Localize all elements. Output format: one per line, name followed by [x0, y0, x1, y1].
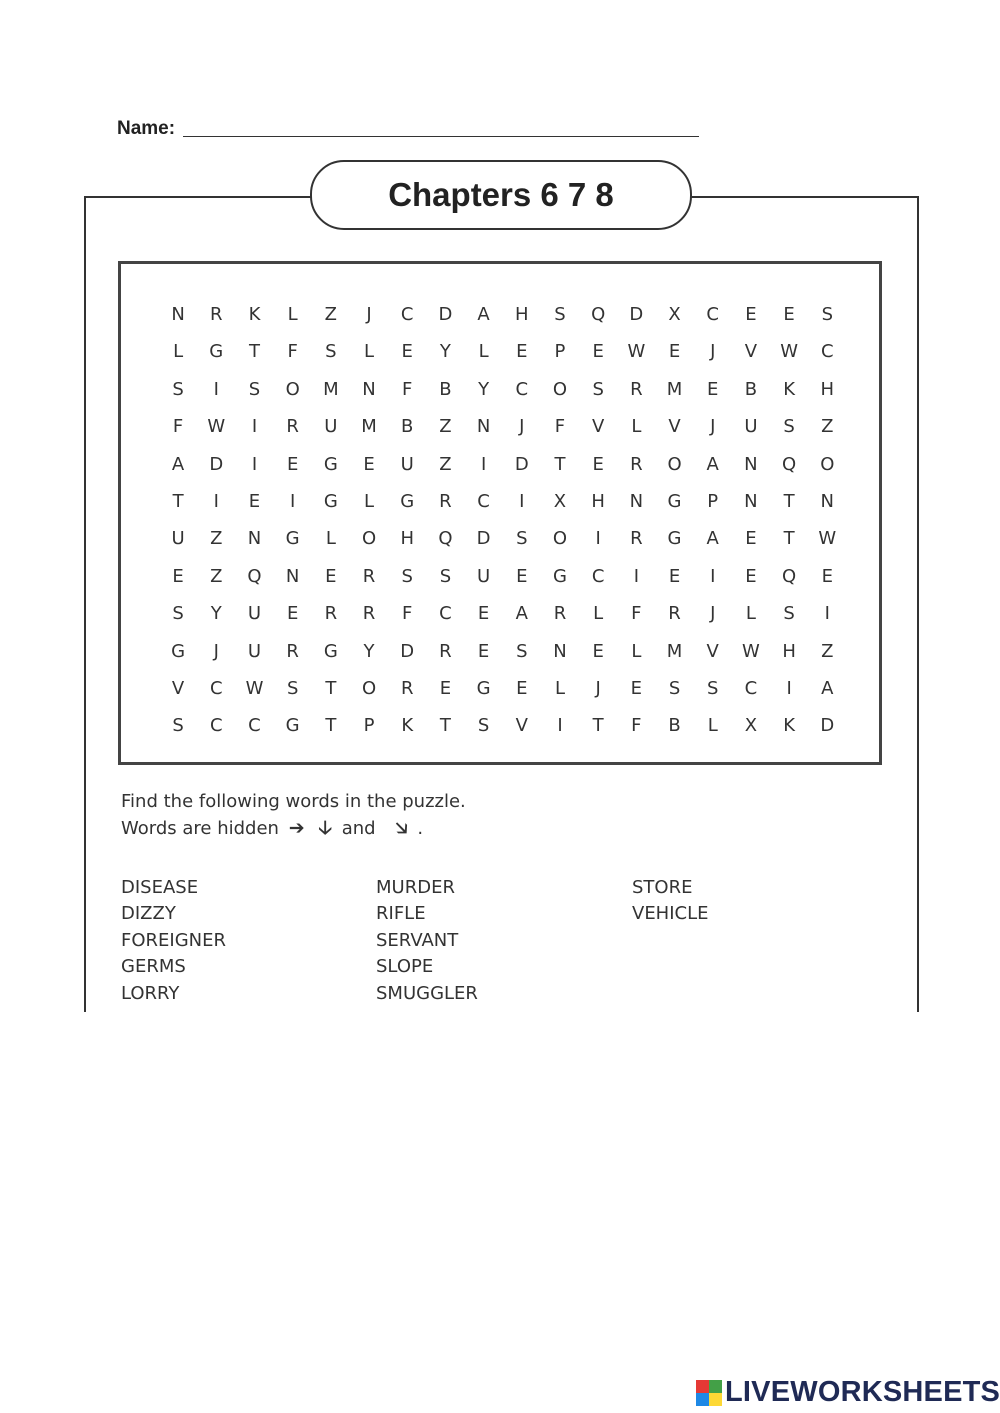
grid-letter[interactable]: Q [591, 304, 606, 325]
grid-letter[interactable]: R [630, 453, 643, 475]
grid-letter[interactable]: E [286, 603, 299, 625]
grid-letter[interactable]: C [400, 304, 414, 325]
grid-letter[interactable]: G [285, 528, 300, 550]
grid-letter[interactable]: H [515, 304, 529, 325]
grid-letter[interactable]: R [439, 490, 452, 512]
grid-letter[interactable]: U [744, 416, 758, 438]
instruction-and: and [341, 818, 376, 839]
grid-letter[interactable]: R [400, 677, 414, 699]
grid-letter[interactable]: X [668, 304, 681, 325]
instructions [121, 789, 466, 842]
grid-letter[interactable]: C [515, 378, 529, 400]
grid-letter[interactable]: E [821, 565, 833, 587]
grid-letter[interactable]: W [207, 416, 226, 438]
grid-letter[interactable]: K [401, 715, 414, 737]
grid-letter[interactable]: L [478, 341, 489, 363]
grid-letter[interactable]: D [476, 528, 491, 550]
grid-letter[interactable]: G [400, 490, 415, 512]
grid-letter[interactable]: C [477, 490, 490, 512]
word-list-item: SMUGGLER [376, 982, 478, 1004]
grid-letter[interactable]: Q [438, 528, 453, 550]
grid-letter[interactable]: S [592, 378, 604, 400]
grid-letter[interactable]: S [707, 677, 719, 699]
grid-letter[interactable]: U [247, 640, 262, 662]
grid-letter[interactable]: P [707, 490, 719, 512]
grid-letter[interactable]: T [554, 453, 566, 475]
grid-letter[interactable]: J [710, 341, 716, 363]
grid-letter[interactable]: S [172, 715, 184, 737]
grid-letter[interactable]: U [171, 528, 185, 550]
grid-letter[interactable]: F [172, 416, 184, 438]
grid-letter[interactable]: G [667, 528, 682, 550]
grid-letter[interactable]: I [786, 677, 792, 699]
grid-letter[interactable]: R [286, 640, 299, 662]
grid-letter[interactable]: U [324, 416, 338, 438]
grid-letter[interactable]: E [592, 341, 604, 363]
grid-letter[interactable]: J [595, 677, 601, 699]
grid-letter[interactable]: B [439, 378, 452, 400]
grid-letter[interactable]: M [323, 378, 339, 400]
grid-letter[interactable]: G [323, 640, 338, 662]
grid-letter[interactable]: F [554, 416, 566, 438]
grid-letter[interactable]: G [209, 341, 224, 363]
grid-letter[interactable]: X [553, 490, 567, 512]
grid-letter[interactable]: L [631, 416, 642, 438]
grid-letter[interactable]: M [666, 640, 683, 662]
arrow-down-icon: 🡣 [318, 817, 332, 839]
grid-letter[interactable]: V [706, 640, 719, 662]
grid-letter[interactable]: W [245, 677, 264, 699]
word-list-item: SERVANT [376, 929, 459, 951]
grid-letter[interactable]: I [251, 416, 258, 438]
grid-letter[interactable]: T [172, 490, 184, 512]
grid-letter[interactable]: D [209, 453, 224, 475]
grid-letter[interactable]: K [248, 304, 261, 325]
grid-letter[interactable]: E [516, 565, 528, 587]
grid-letter[interactable]: A [477, 304, 490, 325]
grid-letter[interactable]: L [745, 603, 756, 625]
word-list-item: MURDER [376, 877, 455, 898]
grid-letter[interactable]: Y [210, 603, 222, 625]
grid-letter[interactable]: E [363, 453, 375, 475]
grid-letter[interactable]: O [667, 453, 682, 475]
liveworksheets-logo-icon [696, 1380, 722, 1406]
grid-letter[interactable]: T [783, 528, 795, 550]
grid-letter[interactable]: E [745, 304, 757, 325]
grid-letter[interactable]: T [783, 490, 795, 512]
grid-letter[interactable]: I [595, 528, 601, 550]
grid-letter[interactable]: Z [821, 416, 834, 438]
grid-letter[interactable]: E [172, 565, 184, 587]
grid-letter[interactable]: D [438, 304, 453, 325]
grid-letter[interactable]: V [668, 416, 681, 438]
grid-letter[interactable]: N [362, 378, 376, 400]
grid-letter[interactable]: R [362, 565, 376, 587]
grid-letter[interactable]: C [209, 677, 223, 699]
grid-letter[interactable]: F [402, 603, 413, 625]
grid-letter[interactable]: N [553, 640, 567, 662]
word-column [376, 875, 632, 1007]
page-title: Chapters 6 7 8 [388, 176, 614, 213]
grid-letter[interactable]: R [439, 640, 452, 662]
grid-letter[interactable]: R [553, 603, 567, 625]
grid-letter[interactable]: P [554, 341, 566, 363]
grid-letter[interactable]: C [744, 677, 758, 699]
grid-letter[interactable]: I [557, 715, 563, 737]
grid-letter[interactable]: U [400, 453, 414, 475]
grid-letter[interactable]: W [742, 640, 760, 662]
grid-letter[interactable]: W [818, 528, 837, 550]
grid-letter[interactable]: E [745, 565, 757, 587]
grid-letter[interactable]: G [667, 490, 682, 512]
grid-letter[interactable]: R [210, 304, 223, 325]
grid-letter[interactable]: B [744, 378, 758, 400]
instruction-line-1: Find the following words in the puzzle. [121, 791, 466, 812]
logo-square [696, 1380, 709, 1393]
grid-letter[interactable]: S [248, 378, 261, 400]
grid-letter[interactable]: B [668, 715, 681, 737]
grid-letter[interactable]: N [476, 416, 491, 438]
grid-letter[interactable]: J [366, 304, 372, 325]
grid-letter[interactable]: H [782, 640, 796, 662]
name-row [117, 118, 699, 140]
word-list-item: FOREIGNER [121, 929, 227, 951]
grid-letter[interactable]: G [171, 640, 186, 662]
grid-letter[interactable]: D [820, 715, 835, 737]
grid-letter[interactable]: U [477, 565, 491, 587]
grid-letter[interactable]: Y [363, 640, 375, 662]
grid-letter[interactable]: V [744, 341, 758, 363]
grid-letter[interactable]: E [286, 453, 299, 475]
grid-letter[interactable]: S [286, 677, 299, 699]
grid-letter[interactable]: I [710, 565, 716, 587]
grid-letter[interactable]: S [172, 603, 184, 625]
grid-letter[interactable]: N [744, 490, 758, 512]
grid-letter[interactable]: S [516, 528, 528, 550]
grid-letter[interactable]: S [783, 603, 795, 625]
name-label: Name: [117, 118, 176, 139]
grid-letter[interactable]: L [173, 341, 184, 363]
grid-letter[interactable]: O [361, 528, 377, 550]
grid-letter[interactable]: A [171, 453, 185, 475]
word-list-item: GERMS [121, 956, 186, 978]
grid-letter[interactable]: S [439, 565, 452, 587]
grid-letter[interactable]: I [480, 453, 487, 475]
grid-letter[interactable]: O [361, 677, 377, 699]
grid-letter[interactable]: S [783, 416, 795, 438]
word-search-box [118, 261, 882, 765]
grid-letter[interactable]: A [706, 453, 719, 475]
grid-letter[interactable]: C [706, 304, 719, 325]
grid-letter[interactable]: J [710, 603, 716, 625]
grid-letter[interactable]: W [627, 341, 646, 363]
logo-square [709, 1393, 722, 1406]
grid-letter[interactable]: D [629, 304, 644, 325]
grid-letter[interactable]: E [668, 341, 681, 363]
grid-letter[interactable]: D [400, 640, 415, 662]
grid-letter[interactable]: Q [782, 565, 797, 587]
grid-letter[interactable]: S [477, 715, 490, 737]
name-line[interactable] [183, 136, 699, 137]
grid-letter[interactable]: N [629, 490, 644, 512]
grid-letter[interactable]: Z [439, 453, 452, 475]
grid-letter[interactable]: E [401, 341, 413, 363]
grid-letter[interactable]: E [516, 341, 528, 363]
grid-letter[interactable]: L [364, 341, 375, 363]
grid-letter[interactable]: A [821, 677, 834, 699]
grid-letter[interactable]: N [171, 304, 185, 325]
grid-letter[interactable]: G [285, 715, 300, 737]
grid-letter[interactable]: A [706, 528, 719, 550]
arrow-down-right-icon: 🡦 [395, 817, 408, 839]
grid-letter[interactable]: T [248, 341, 260, 363]
grid-letter[interactable]: L [631, 640, 642, 662]
grid-letter[interactable]: R [324, 603, 338, 625]
grid-letter[interactable]: Z [324, 304, 338, 325]
grid-letter[interactable]: J [710, 416, 716, 438]
grid-letter[interactable]: M [666, 378, 683, 400]
grid-letter[interactable]: Y [439, 341, 451, 363]
word-list-item: DISEASE [121, 877, 199, 898]
word-list-item: STORE [632, 877, 693, 898]
grid-letter[interactable]: T [325, 715, 337, 737]
grid-letter[interactable]: E [592, 453, 604, 475]
grid-letter[interactable]: V [515, 715, 528, 737]
brand [696, 1376, 1000, 1409]
grid-letter[interactable]: C [820, 341, 834, 363]
grid-letter[interactable]: W [780, 341, 798, 363]
grid-letter[interactable]: E [745, 528, 757, 550]
grid-letter[interactable]: L [554, 677, 565, 699]
grid-letter[interactable]: R [668, 603, 681, 625]
grid-letter[interactable]: S [668, 677, 681, 699]
grid-letter[interactable]: S [401, 565, 413, 587]
grid-letter[interactable]: Z [210, 565, 223, 587]
grid-letter[interactable]: L [364, 490, 375, 512]
grid-letter[interactable]: D [514, 453, 529, 475]
grid-letter[interactable]: M [361, 416, 377, 438]
grid-letter[interactable]: Z [821, 640, 834, 662]
grid-letter[interactable]: E [477, 603, 490, 625]
title-banner [310, 160, 692, 230]
grid-letter[interactable]: S [325, 341, 337, 363]
grid-letter[interactable]: C [248, 715, 261, 737]
grid-letter[interactable]: Y [478, 378, 490, 400]
grid-letter[interactable]: E [592, 640, 604, 662]
brand-text: LIVEWORKSHEETS [725, 1376, 1000, 1408]
grid-letter[interactable]: S [172, 378, 184, 400]
grid-letter[interactable]: N [285, 565, 300, 587]
grid-letter[interactable]: C [591, 565, 605, 587]
grid-letter[interactable]: T [592, 715, 604, 737]
logo-square [709, 1380, 722, 1393]
grid-letter[interactable]: R [630, 378, 643, 400]
grid-letter[interactable]: L [707, 715, 718, 737]
grid-letter[interactable]: Z [439, 416, 452, 438]
instruction-prefix: Words are hidden [121, 818, 279, 839]
word-list [121, 875, 709, 1007]
grid-letter[interactable]: C [209, 715, 223, 737]
grid-letter[interactable]: X [744, 715, 758, 737]
grid-letter[interactable]: G [552, 565, 567, 587]
grid-letter[interactable]: N [744, 453, 758, 475]
grid-letter[interactable]: R [362, 603, 376, 625]
grid-letter[interactable]: Q [782, 453, 797, 475]
grid-letter[interactable]: E [325, 565, 337, 587]
grid-letter[interactable]: E [630, 677, 643, 699]
grid-letter[interactable]: N [247, 528, 262, 550]
word-list-item: RIFLE [376, 903, 426, 925]
grid-letter[interactable]: I [519, 490, 525, 512]
grid-letter[interactable]: H [820, 378, 835, 400]
grid-letter[interactable]: R [630, 528, 643, 550]
grid-letter[interactable]: C [439, 603, 452, 625]
grid-letter[interactable]: R [286, 416, 299, 438]
grid-letter[interactable]: I [213, 378, 219, 400]
grid-letter[interactable]: V [171, 677, 185, 699]
grid-letter[interactable]: V [591, 416, 605, 438]
grid-letter[interactable]: I [213, 490, 219, 512]
word-list-item: SLOPE [376, 956, 434, 978]
grid-letter[interactable]: Q [247, 565, 262, 587]
grid-letter[interactable]: F [631, 715, 642, 737]
grid-letter[interactable]: K [783, 378, 795, 400]
grid-letter[interactable]: E [707, 378, 719, 400]
word-column [121, 875, 376, 1007]
grid-letter[interactable]: L [593, 603, 604, 625]
grid-letter[interactable]: O [552, 528, 568, 550]
instruction-line-2 [121, 815, 466, 842]
grid-letter[interactable]: H [591, 490, 605, 512]
letter-grid [159, 296, 846, 745]
arrow-right-icon: ➔ [288, 817, 305, 839]
word-list-item: VEHICLE [632, 903, 709, 925]
grid-letter[interactable]: J [519, 416, 525, 438]
grid-letter[interactable]: G [323, 453, 338, 475]
grid-letter[interactable]: H [400, 528, 414, 550]
grid-letter[interactable]: T [325, 677, 337, 699]
grid-letter[interactable]: I [824, 603, 830, 625]
grid-letter[interactable]: E [439, 677, 452, 699]
grid-letter[interactable]: G [476, 677, 491, 699]
grid-letter[interactable]: O [285, 378, 300, 400]
grid-letter[interactable]: I [633, 565, 639, 587]
grid-letter[interactable]: L [325, 528, 336, 550]
grid-letter[interactable]: O [820, 453, 835, 475]
grid-letter[interactable]: S [554, 304, 566, 325]
grid-letter[interactable]: I [290, 490, 296, 512]
grid-letter[interactable]: Z [210, 528, 223, 550]
grid-letter[interactable]: E [516, 677, 528, 699]
instruction-end: . [417, 818, 424, 839]
word-list-item: LORRY [121, 982, 180, 1004]
grid-letter[interactable]: J [213, 640, 219, 662]
grid-letter[interactable]: B [401, 416, 414, 438]
grid-letter[interactable]: L [287, 304, 298, 325]
grid-letter[interactable]: G [323, 490, 338, 512]
grid-letter[interactable]: F [631, 603, 642, 625]
grid-letter[interactable]: E [668, 565, 681, 587]
grid-letter[interactable]: S [516, 640, 528, 662]
grid-letter[interactable]: T [439, 715, 451, 737]
grid-letter[interactable]: E [477, 640, 490, 662]
logo-square [696, 1393, 709, 1406]
word-list-item: DIZZY [121, 903, 176, 925]
word-column [632, 875, 709, 1007]
grid-letter[interactable]: F [402, 378, 413, 400]
grid-letter[interactable]: K [783, 715, 795, 737]
grid-letter[interactable]: E [783, 304, 795, 325]
grid-letter[interactable]: E [248, 490, 261, 512]
grid-letter[interactable]: S [821, 304, 833, 325]
grid-letter[interactable]: P [363, 715, 375, 737]
grid-letter[interactable]: I [251, 453, 258, 475]
grid-letter[interactable]: F [287, 341, 298, 363]
grid-letter[interactable]: U [247, 603, 262, 625]
grid-letter[interactable]: O [552, 378, 568, 400]
grid-letter[interactable]: A [515, 603, 528, 625]
grid-letter[interactable]: N [820, 490, 835, 512]
